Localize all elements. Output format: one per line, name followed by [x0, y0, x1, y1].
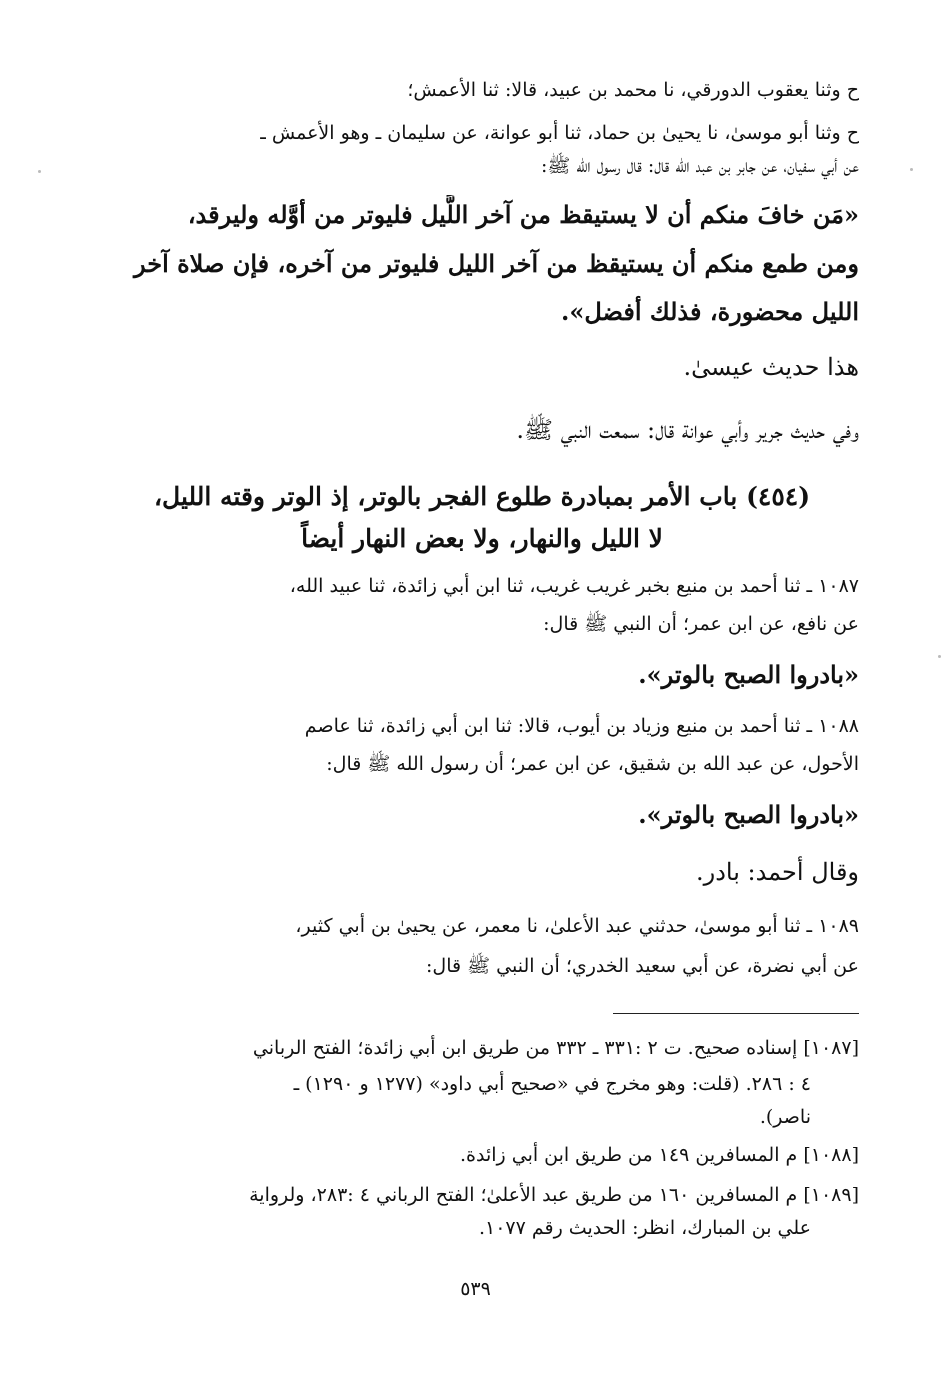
- isnad-line: عن أبي سفيان، عن جابر بن عبد الله قال: قال رسول الله ﷺ:: [540, 155, 859, 177]
- page-number: ٥٣٩: [460, 1278, 491, 1300]
- hadith-1088-isnad: الأحول، عن عبد الله بن شقيق، عن ابن عمر؛ أن رسول الله ﷺ قال:: [326, 753, 859, 775]
- hadith-1089-isnad: عن أبي نضرة، عن أبي سعيد الخدري؛ أن النبي ﷺ قال:: [426, 955, 859, 977]
- hadith-1089-isnad: ١٠٨٩ ـ ثنا أبو موسىٰ، حدثني عبد الأعلىٰ، نا معمر، عن يحيىٰ بن أبي كثير،: [295, 915, 859, 937]
- hadith-text-line: الليل محضورة، فذلك أفضل».: [561, 297, 859, 326]
- footnote-1089: علي بن المبارك، انظر: الحديث رقم ١٠٧٧.: [478, 1217, 811, 1239]
- hadith-1088-isnad: ١٠٨٨ ـ ثنا أحمد بن منيع وزياد بن أيوب، قالا: ثنا ابن أبي زائدة، ثنا عاصم: [304, 715, 859, 737]
- hadith-1087-isnad: عن نافع، عن ابن عمر؛ أن النبي ﷺ قال:: [543, 613, 859, 635]
- hadith-text-line: ومن طمع منكم أن يستيقظ من آخر الليل فليوتر من آخره، فإن صلاة آخر: [133, 249, 859, 278]
- hadith-1087-text: «بادروا الصبح بالوتر».: [638, 660, 859, 689]
- hadith-1088-text: «بادروا الصبح بالوتر».: [638, 800, 859, 829]
- footnote-1087: ٤ : ٢٨٦. (قلت: وهو مخرج في «صحيح أبي داود» (١٢٧٧ و ١٢٩٠) ـ: [293, 1073, 811, 1095]
- chapter-heading: (٤٥٤) باب الأمر بمبادرة طلوع الفجر بالوتر، إذ الوتر وقته الليل،: [153, 482, 811, 511]
- scan-speck: [910, 168, 913, 171]
- footnote-separator: [613, 1013, 859, 1014]
- footnote-1088: [١٠٨٨] م المسافرين ١٤٩ من طريق ابن أبي زائدة.: [459, 1144, 859, 1166]
- isnad-line: ح وثنا يعقوب الدورقي، نا محمد بن عبيد، قالا: ثنا الأعمش؛: [407, 79, 859, 101]
- hadith-1087-isnad: ١٠٨٧ ـ ثنا أحمد بن منيع بخبر غريب غريب، ثنا ابن أبي زائدة، ثنا عبيد الله،: [289, 575, 859, 597]
- comment-line: وقال أحمد: بادر.: [695, 858, 859, 886]
- comment-line: هذا حديث عيسىٰ.: [683, 353, 859, 381]
- footnote-1089: [١٠٨٩] م المسافرين ١٦٠ من طريق عبد الأعلىٰ؛ الفتح الرباني ٤ :٢٨٣، ولرواية: [249, 1184, 859, 1206]
- footnote-1087: ناصر).: [759, 1106, 811, 1128]
- scan-speck: [938, 655, 941, 658]
- footnote-1087: [١٠٨٧] إسناده صحيح. ت ٢ :٣٣١ ـ ٣٣٢ من طريق ابن أبي زائدة؛ الفتح الرباني: [252, 1037, 859, 1059]
- chapter-heading: لا الليل والنهار، ولا بعض النهار أيضاً: [301, 524, 663, 553]
- comment-line: وفي حديث جرير وأبي عوانة قال: سمعت النبي ﷺ.: [516, 416, 859, 444]
- isnad-line: ح وثنا أبو موسىٰ، نا يحيىٰ بن حماد، ثنا أبو عوانة، عن سليمان ـ وهو الأعمش ـ: [260, 122, 859, 144]
- hadith-text-line: «مَن خافَ منكم أن لا يستيقظ من آخر اللَّيل فليوتر من أوَّله وليرقد،: [187, 200, 859, 229]
- scan-speck: [38, 170, 41, 173]
